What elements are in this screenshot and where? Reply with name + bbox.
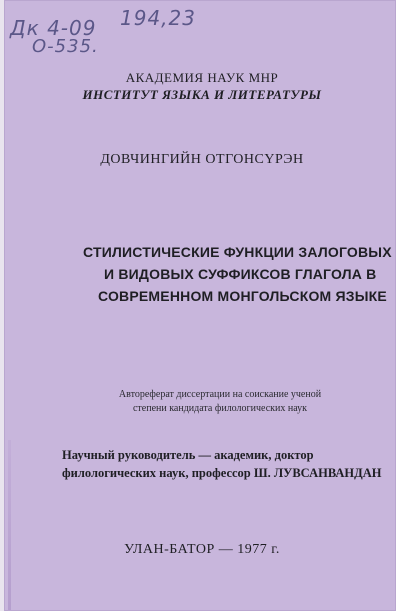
catalog-mark-line-2: О-535.: [32, 36, 99, 57]
title-line-2: И ВИДОВЫХ СУФФИКСОВ ГЛАГОЛА В: [104, 266, 377, 282]
institute-name: ИНСТИТУТ ЯЗЫКА И ЛИТЕРАТУРЫ: [82, 87, 322, 102]
catalog-mark-number: 194,23: [120, 6, 196, 30]
title-line-3: СОВРЕМЕННОМ МОНГОЛЬСКОМ ЯЗЫКЕ: [98, 288, 387, 304]
advisor-line-2: филологических наук, профессор Ш. ЛУВСАНВАНДАН: [62, 466, 382, 480]
abstract-line-1: Автореферат диссертации на соискание ученой: [118, 389, 322, 400]
binding-edge: [8, 440, 11, 610]
academy-name: АКАДЕМИЯ НАУК МНР: [125, 70, 279, 85]
imprint-city-year: УЛАН-БАТОР — 1977 г.: [124, 542, 280, 557]
author-name: ДОВЧИНГИЙН ОТГОНСҮРЭН: [100, 152, 304, 167]
abstract-line-2: степени кандидата филологических наук: [132, 403, 307, 414]
handwritten-catalog-mark: [10, 4, 196, 58]
advisor-line-1: Научный руководитель — академик, доктор: [62, 448, 314, 462]
catalog-mark-line-1: Дк 4-09: [10, 16, 97, 40]
title-line-1: СТИЛИСТИЧЕСКИЕ ФУНКЦИИ ЗАЛОГОВЫХ: [83, 244, 392, 260]
